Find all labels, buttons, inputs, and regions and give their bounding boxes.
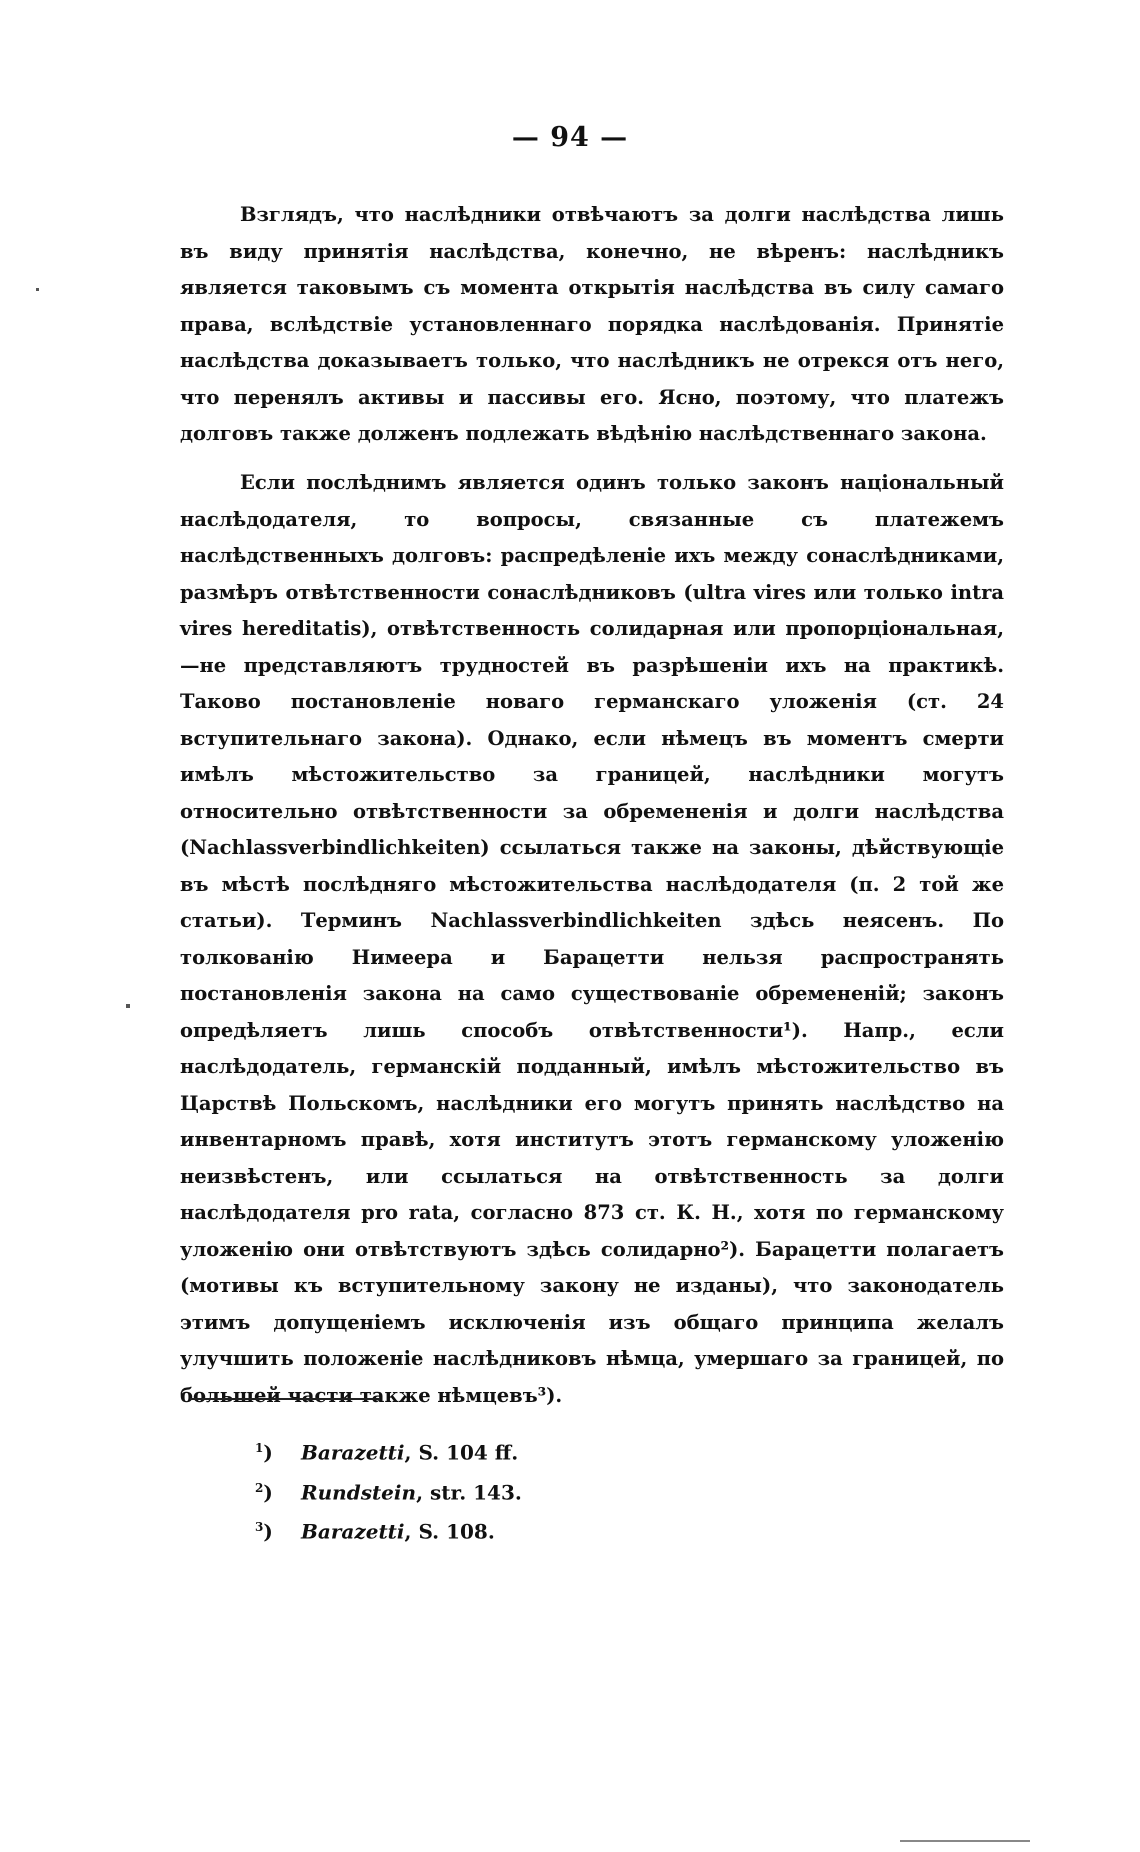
footnote-divider	[190, 1398, 380, 1400]
footnote-reference: , S. 108.	[404, 1519, 495, 1544]
footnote-author: Barazetti	[301, 1440, 405, 1465]
footnote-2	[255, 1471, 655, 1511]
footnote-reference: , str. 143.	[416, 1480, 522, 1505]
footnote-3	[255, 1510, 655, 1550]
footnote-mark: $^1$)	[255, 1440, 273, 1465]
footnote-author: Rundstein	[301, 1480, 417, 1505]
paragraph-2: Если послѣднимъ является одинъ только законъ національный наслѣдодателя, то вопросы, связанные съ платежемъ наслѣдственныхъ долговъ: распредѣленіе ихъ между сонаслѣдниками, размѣръ отвѣтственности сонаслѣдниковъ (ultra vires или только intra vires hereditatis), отвѣтственность солидарная или пропорціональная,—не представляютъ трудностей въ разрѣшеніи ихъ на практикѣ. Таково постановленіе новаго германскаго уложенія (ст. 24 вступительнаго закона). Однако, если нѣмецъ въ моментъ смерти имѣлъ мѣстожительство за границей, наслѣдники могутъ относительно отвѣтственности за обремененія и долги наслѣдства (Nachlassverbindlichkeiten) ссылаться также на законы, дѣйствующіе въ мѣстѣ послѣдняго мѣстожительства наслѣдодателя (п. 2 той же статьи). Терминъ Nachlassverbindlichkeiten здѣсь неясенъ. По толкованію Нимеера и Барацетти нельзя распространять постановленія закона на само существованіе обремененій; законъ опредѣляетъ лишь способъ отвѣтственности¹). Напр., если наслѣдодатель, германскій подданный, имѣлъ мѣстожительство въ Царствѣ Польскомъ, наслѣдники его могутъ принять наслѣдство на инвентарномъ правѣ, хотя институтъ этотъ германскому уложенію неизвѣстенъ, или ссылаться на отвѣтственность за долги наслѣдодателя pro rata, согласно 873 ст. К. Н., хотя по германскому уложенію они отвѣтствуютъ здѣсь солидарно²). Барацетти полагаетъ (мотивы къ вступительному закону не изданы), что законодатель этимъ допущеніемъ исключенія изъ общаго принципа желалъ улучшить положеніе наслѣдниковъ нѣмца, умершаго за границей, по большей части также нѣмцевъ³).	[180, 471, 1004, 1407]
footnote-1	[255, 1431, 655, 1471]
footnote-author: Barazetti	[301, 1519, 405, 1544]
footnote-mark: $^3$)	[255, 1519, 273, 1544]
scan-speck	[36, 288, 39, 291]
paragraph-1: Взглядъ, что наслѣдники отвѣчаютъ за долги наслѣдства лишь въ виду принятія наслѣдства, конечно, не вѣренъ: наслѣдникъ является таковымъ съ момента открытія наслѣдства въ силу самаго права, вслѣдствіе установленнаго порядка наслѣдованія. Принятіе наслѣдства доказываетъ только, что наслѣдникъ не отрекся отъ него, что перенялъ активы и пассивы его. Ясно, поэтому, что платежъ долговъ также долженъ подлежать вѣдѣнію наслѣдственнаго закона.	[180, 203, 1004, 445]
footnote-mark: $^2$)	[255, 1480, 273, 1505]
scan-edge-mark	[900, 1840, 1030, 1842]
footnote-reference: , S. 104 ff.	[404, 1440, 519, 1465]
footnotes	[255, 1431, 655, 1550]
page-number: — 94 —	[511, 122, 629, 153]
scan-speck	[126, 1004, 130, 1008]
